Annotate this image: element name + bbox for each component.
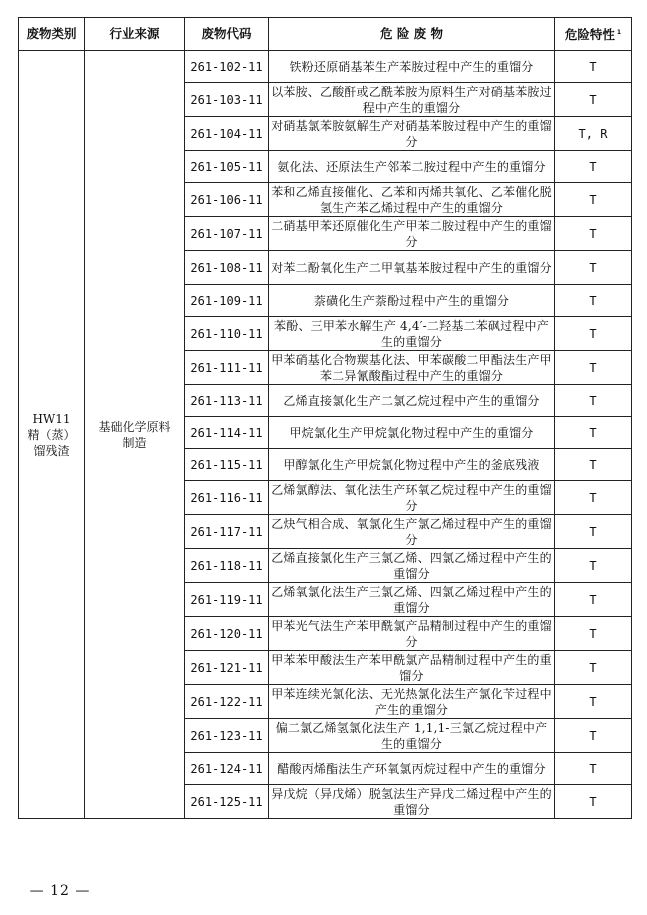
hazard-characteristic-cell: T [555, 217, 632, 251]
waste-category-cell [19, 51, 85, 819]
waste-description-cell: 甲苯苯甲酸法生产苯甲酰氯产品精制过程中产生的重馏分 [269, 651, 555, 685]
page-number: — 12 — [29, 883, 91, 899]
waste-description-cell: 甲烷氯化生产甲烷氯化物过程中产生的重馏分 [269, 417, 555, 449]
industry-source-line2: 制造 [122, 435, 147, 450]
hazard-characteristic-cell: T [555, 719, 632, 753]
waste-code-cell: 261-113-11 [185, 385, 269, 417]
waste-code-cell: 261-102-11 [185, 51, 269, 83]
industry-source-line1: 基础化学原料 [98, 419, 171, 434]
hazard-characteristic-cell: T [555, 651, 632, 685]
waste-code-cell: 261-114-11 [185, 417, 269, 449]
waste-code-cell: 261-124-11 [185, 753, 269, 785]
waste-code-cell: 261-118-11 [185, 549, 269, 583]
industry-source-cell [85, 51, 185, 819]
hazard-characteristic-cell: T [555, 385, 632, 417]
waste-code-cell: 261-105-11 [185, 151, 269, 183]
waste-code-cell: 261-110-11 [185, 317, 269, 351]
waste-description-cell: 以苯胺、乙酸酐或乙酰苯胺为原料生产对硝基苯胺过程中产生的重馏分 [269, 83, 555, 117]
waste-description-cell: 甲苯光气法生产苯甲酰氯产品精制过程中产生的重馏分 [269, 617, 555, 651]
waste-description-cell: 醋酸丙烯酯法生产环氧氯丙烷过程中产生的重馏分 [269, 753, 555, 785]
waste-code-cell: 261-104-11 [185, 117, 269, 151]
waste-description-cell: 苯和乙烯直接催化、乙苯和丙烯共氧化、乙苯催化脱氢生产苯乙烯过程中产生的重馏分 [269, 183, 555, 217]
waste-description-cell: 甲苯连续光氯化法、无光热氯化法生产氯化苄过程中产生的重馏分 [269, 685, 555, 719]
hazard-characteristic-cell: T [555, 251, 632, 285]
waste-code-cell: 261-108-11 [185, 251, 269, 285]
waste-code-cell: 261-111-11 [185, 351, 269, 385]
hazard-characteristic-cell: T [555, 481, 632, 515]
waste-description-cell: 乙烯直接氯化生产二氯乙烷过程中产生的重馏分 [269, 385, 555, 417]
waste-code-cell: 261-103-11 [185, 83, 269, 117]
hazard-characteristic-cell: T [555, 515, 632, 549]
hazard-characteristic-cell: T [555, 417, 632, 449]
waste-category-line2: 精（蒸） [27, 427, 76, 442]
header-hazardous-waste: 危 险 废 物 [269, 18, 555, 51]
hazard-characteristic-cell: T [555, 685, 632, 719]
waste-code-cell: 261-106-11 [185, 183, 269, 217]
waste-category-line1: HW11 [32, 411, 71, 426]
waste-description-cell: 对苯二酚氧化生产二甲氧基苯胺过程中产生的重馏分 [269, 251, 555, 285]
waste-description-cell: 乙烯氯醇法、氧化法生产环氧乙烷过程中产生的重馏分 [269, 481, 555, 515]
hazard-characteristic-cell: T [555, 785, 632, 819]
waste-code-cell: 261-115-11 [185, 449, 269, 481]
waste-description-cell: 二硝基甲苯还原催化生产甲苯二胺过程中产生的重馏分 [269, 217, 555, 251]
waste-description-cell: 甲苯硝基化合物羰基化法、甲苯碳酸二甲酯法生产甲苯二异氰酸酯过程中产生的重馏分 [269, 351, 555, 385]
waste-code-cell: 261-116-11 [185, 481, 269, 515]
waste-code-cell: 261-119-11 [185, 583, 269, 617]
hazard-characteristic-cell: T [555, 183, 632, 217]
hazard-characteristic-cell: T [555, 83, 632, 117]
table-header-row [19, 18, 632, 51]
waste-description-cell: 对硝基氯苯胺氨解生产对硝基苯胺过程中产生的重馏分 [269, 117, 555, 151]
waste-description-cell: 偏二氯乙烯氢氯化法生产 1,1,1-三氯乙烷过程中产生的重馏分 [269, 719, 555, 753]
waste-description-cell: 萘磺化生产萘酚过程中产生的重馏分 [269, 285, 555, 317]
waste-code-cell: 261-117-11 [185, 515, 269, 549]
waste-description-cell: 异戊烷（异戊烯）脱氢法生产异戊二烯过程中产生的重馏分 [269, 785, 555, 819]
waste-description-cell: 苯酚、三甲苯水解生产 4,4′-二羟基二苯砜过程中产生的重馏分 [269, 317, 555, 351]
table-row [19, 51, 632, 83]
header-hazard-characteristic [555, 18, 632, 51]
hazard-characteristic-cell: T [555, 549, 632, 583]
header-footnote-mark: 1 [616, 28, 622, 36]
hazard-characteristic-cell: T [555, 151, 632, 183]
hazard-characteristic-cell: T [555, 583, 632, 617]
waste-code-cell: 261-120-11 [185, 617, 269, 651]
waste-description-cell: 铁粉还原硝基苯生产苯胺过程中产生的重馏分 [269, 51, 555, 83]
hazard-characteristic-cell: T, R [555, 117, 632, 151]
header-industry-source: 行业来源 [85, 18, 185, 51]
waste-description-cell: 氨化法、还原法生产邻苯二胺过程中产生的重馏分 [269, 151, 555, 183]
waste-code-cell: 261-107-11 [185, 217, 269, 251]
waste-code-cell: 261-121-11 [185, 651, 269, 685]
hazard-characteristic-cell: T [555, 317, 632, 351]
hazard-characteristic-cell: T [555, 285, 632, 317]
waste-code-cell: 261-122-11 [185, 685, 269, 719]
header-waste-category: 废物类别 [19, 18, 85, 51]
waste-description-cell: 乙烯直接氯化生产三氯乙烯、四氯乙烯过程中产生的重馏分 [269, 549, 555, 583]
hazard-characteristic-cell: T [555, 51, 632, 83]
waste-code-cell: 261-125-11 [185, 785, 269, 819]
hazard-characteristic-cell: T [555, 351, 632, 385]
header-hazard-label: 危险特性 [564, 27, 615, 43]
hazardous-waste-table [18, 17, 632, 819]
waste-category-line3: 馏残渣 [33, 443, 70, 458]
waste-code-cell: 261-123-11 [185, 719, 269, 753]
waste-description-cell: 甲醇氯化生产甲烷氯化物过程中产生的釜底残液 [269, 449, 555, 481]
hazard-characteristic-cell: T [555, 617, 632, 651]
waste-description-cell: 乙烯氧氯化法生产三氯乙烯、四氯乙烯过程中产生的重馏分 [269, 583, 555, 617]
hazard-characteristic-cell: T [555, 753, 632, 785]
header-waste-code: 废物代码 [185, 18, 269, 51]
waste-description-cell: 乙炔气相合成、氧氯化生产氯乙烯过程中产生的重馏分 [269, 515, 555, 549]
waste-code-cell: 261-109-11 [185, 285, 269, 317]
hazard-characteristic-cell: T [555, 449, 632, 481]
